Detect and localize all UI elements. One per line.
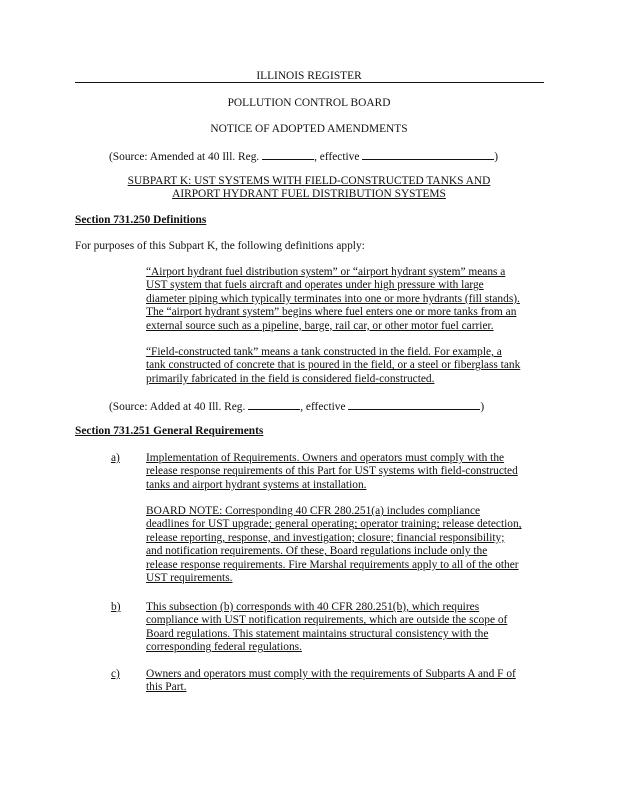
source-amended-prefix: (Source: Amended at 40 Ill. Reg. (109, 151, 263, 163)
reg-blank (248, 399, 300, 410)
header-rule (75, 82, 544, 83)
def1-line: diameter piping which typically terminates into one or more hydrants (fill stands). (146, 292, 520, 305)
subsection-a-label: a) (111, 452, 120, 464)
a-line: Implementation of Requirements. Owners and operators must comply with the (146, 452, 505, 464)
c-line: Owners and operators must comply with the requirements of Subparts A and F of (146, 668, 516, 680)
a-line: tanks and airport hydrant systems at installation. (146, 478, 367, 491)
def2-line: tank constructed of concrete that is poured in the field, or a steel or fiberglass tank (146, 359, 521, 372)
definition-field-constructed (146, 346, 546, 386)
definition-airport-hydrant (146, 266, 546, 333)
effective-blank (348, 399, 480, 410)
note-line: and notification requirements. Of these, Board regulations include only the (146, 545, 488, 558)
note-line: deadlines for UST upgrade; general operating; operator training; release detection, (146, 518, 522, 531)
subsection-c-label: c) (111, 668, 120, 680)
b-line: Board regulations. This statement maintains structural consistency with the (146, 627, 489, 640)
note-line: UST requirements. (146, 572, 233, 585)
subsection-b-label: b) (111, 601, 121, 613)
section-250-intro: For purposes of this Subpart K, the following definitions apply: (75, 240, 365, 252)
section-250-heading: Section 731.250 Definitions (75, 214, 207, 226)
note-line: release reporting, response, and investigation; closure; financial responsibility; (146, 531, 505, 544)
note-line: BOARD NOTE: Corresponding 40 CFR 280.251(a) includes compliance (146, 505, 481, 517)
section-251-heading: Section 731.251 General Requirements (75, 425, 264, 437)
notice-title: NOTICE OF ADOPTED AMENDMENTS (210, 123, 408, 135)
source-amended-line (109, 149, 498, 164)
def1-line: UST system that fuels aircraft and operates under high pressure with large (146, 279, 484, 292)
subsection-b-text (146, 601, 546, 655)
def1-line: external source such as a pipeline, barge, rail car, or other motor fuel carrier. (146, 319, 494, 332)
source-amended-suffix: ) (494, 151, 499, 163)
subpart-title-line1: SUBPART K: UST SYSTEMS WITH FIELD-CONSTRUCTED TANKS AND (127, 175, 491, 187)
subpart-title-line2: AIRPORT HYDRANT FUEL DISTRIBUTION SYSTEMS (172, 188, 446, 200)
reg-blank (262, 149, 314, 160)
agency-title: POLLUTION CONTROL BOARD (227, 97, 391, 109)
b-line: compliance with UST notification requirements, which are outside the scope of (146, 614, 508, 627)
subsection-a-text (146, 452, 546, 492)
b-line: corresponding federal regulations. (146, 641, 302, 654)
source-amended-mid: , effective (314, 151, 363, 163)
source-added-prefix: (Source: Added at 40 Ill. Reg. (109, 401, 249, 413)
c-line: this Part. (146, 681, 187, 694)
source-added-suffix: ) (480, 401, 485, 413)
b-line: This subsection (b) corresponds with 40 CFR 280.251(b), which requires (146, 601, 480, 613)
def2-line: “Field-constructed tank” means a tank constructed in the field. For example, a (146, 346, 502, 358)
def1-line: “Airport hydrant fuel distribution system” or “airport hydrant system” means a (146, 266, 506, 278)
register-title: ILLINOIS REGISTER (256, 70, 362, 82)
source-added-mid: , effective (300, 401, 349, 413)
subsection-c-text (146, 668, 546, 695)
note-line: release response requirements. Fire Marshal requirements apply to all of the other (146, 558, 519, 571)
def2-line: primarily fabricated in the field is considered field-constructed. (146, 372, 435, 385)
source-added-line (109, 399, 484, 414)
effective-blank (362, 149, 494, 160)
def1-line: The “airport hydrant system” begins where fuel enters one or more tanks from an (146, 306, 517, 319)
board-note (146, 505, 546, 585)
a-line: release response requirements of this Part for UST systems with field-constructed (146, 465, 518, 478)
